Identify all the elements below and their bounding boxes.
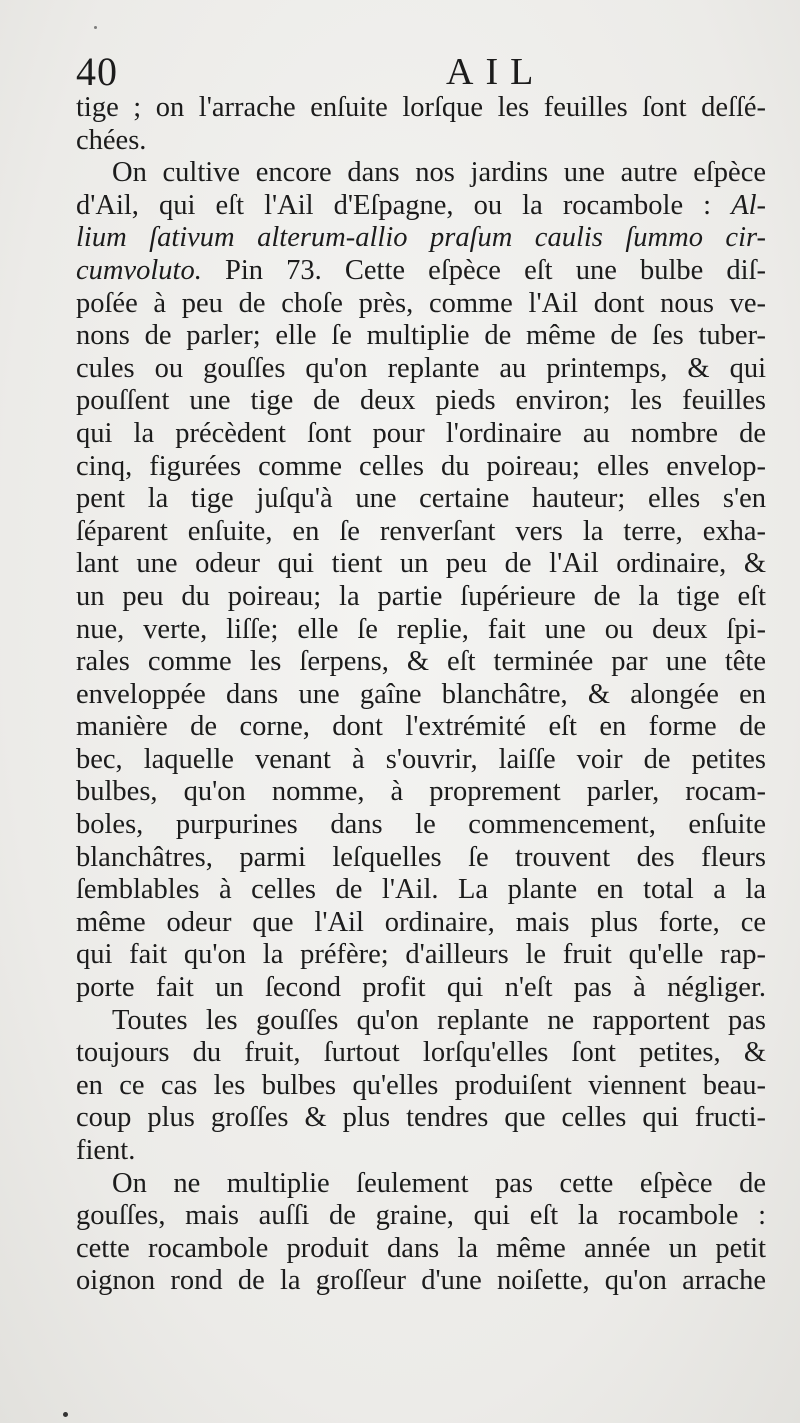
text-line: blanchâtres, parmi leſquelles ſe trouvent des fleurs [76,841,766,873]
text-line: porte fait un ſecond profit qui n'eſt pas à négliger. [76,972,766,1004]
text-line: bulbes, qu'on nomme, à proprement parler, rocam- [76,776,766,808]
text-line: coup plus groſſes & plus tendres que celles qui fructi- [76,1102,766,1134]
text-line: manière de corne, dont l'extrémité eſt en forme de [76,711,766,743]
text-line: cette rocambole produit dans la même année un petit [76,1232,766,1264]
text-line: chées. [76,124,147,156]
text-line: poſée à peu de choſe près, comme l'Ail dont nous ve- [76,287,766,319]
text-line: enveloppée dans une gaîne blanchâtre, & alongée en [76,678,766,710]
running-head: AIL [446,51,546,93]
text-line: nons de parler; elle ſe multiplie de même de ſes tuber- [76,320,766,352]
body-text [76,92,766,1298]
text-segment: d'Ail, qui eſt l'Ail d'Eſpagne, ou la rocambole : [76,189,712,221]
text-line: un peu du poireau; la partie ſupérieure de la tige eſt [76,580,766,612]
text-line: ſemblables à celles de l'Ail. La plante en total a la [76,874,766,906]
text-line: pouſſent une tige de deux pieds environ; les feuilles [76,385,766,417]
text-line: Toutes les gouſſes qu'on replante ne rapportent pas [112,1004,766,1036]
page-header [76,50,766,94]
text-line: On cultive encore dans nos jardins une autre eſpèce [112,157,766,189]
text-line: rales comme les ſerpens, & eſt terminée par une tête [76,646,766,678]
text-segment: Pin 73. Cette eſpèce eſt une bulbe diſ- [224,254,767,286]
ink-speck [94,26,97,29]
italic-segment: lium ſativum alterum-allio praſum caulis ſummo cir- [76,222,766,254]
text-line [76,190,766,223]
italic-segment: Al- [731,189,767,221]
italic-segment: cumvoluto. [76,254,202,286]
text-line: pent la tige juſqu'à une certaine hauteur; elles s'en [76,483,766,515]
text-line: toujours du fruit, ſurtout lorſqu'elles ſont petites, & [76,1037,766,1069]
text-line: boles, purpurines dans le commencement, enſuite [76,809,766,841]
text-line: même odeur que l'Ail ordinaire, mais plus forte, ce [76,906,766,938]
text-line: cinq, figurées comme celles du poireau; elles envelop- [76,450,766,482]
text-line: lant une odeur qui tient un peu de l'Ail ordinaire, & [76,548,766,580]
text-line: qui fait qu'on la préfère; d'ailleurs le fruit qu'elle rap- [76,939,766,971]
text-line: tige ; on l'arrache enſuite lorſque les feuilles ſont deſſé- [76,92,766,123]
page-number: 40 [76,49,118,94]
text-line: bec, laquelle venant à s'ouvrir, laiſſe voir de petites [76,743,766,775]
text-line [76,222,766,255]
text-line: cules ou gouſſes qu'on replante au printemps, & qui [76,352,766,384]
text-line: gouſſes, mais auſſi de graine, qui eſt la rocambole : [76,1200,766,1232]
text-line: nue, verte, liſſe; elle ſe replie, fait une ou deux ſpi- [76,613,766,645]
ink-speck [63,1412,68,1417]
text-line: en ce cas les bulbes qu'elles produiſent viennent beau- [76,1069,766,1101]
text-line: oignon rond de la groſſeur d'une noiſette, qu'on arrache [76,1265,766,1297]
text-line: qui la précèdent ſont pour l'ordinaire au nombre de [76,417,766,449]
text-line: fient. [76,1135,136,1166]
text-line: ſéparent enſuite, en ſe renverſant vers la terre, exha- [76,515,766,547]
text-line [76,255,766,288]
text-line: On ne multiplie ſeulement pas cette eſpèce de [112,1167,766,1199]
